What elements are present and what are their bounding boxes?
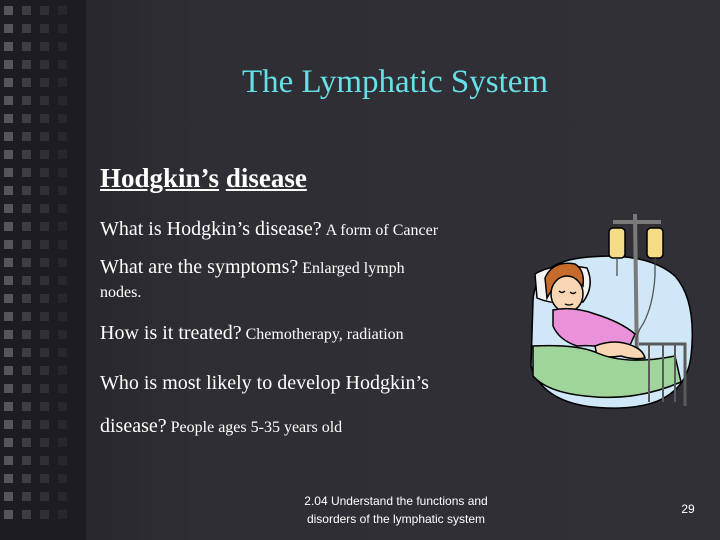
decorative-square — [40, 348, 49, 357]
decorative-square — [58, 276, 67, 285]
decorative-square — [4, 96, 13, 105]
decorative-square — [4, 294, 13, 303]
decorative-square — [4, 60, 13, 69]
decorative-square — [40, 204, 49, 213]
decorative-square — [40, 384, 49, 393]
decorative-square — [4, 6, 13, 15]
decorative-square — [4, 348, 13, 357]
decorative-square — [22, 366, 31, 375]
decorative-square — [40, 456, 49, 465]
decorative-square — [40, 78, 49, 87]
decorative-square — [22, 204, 31, 213]
decorative-square — [58, 222, 67, 231]
decorative-square — [58, 474, 67, 483]
iv-bag-right — [647, 228, 663, 258]
decorative-square — [22, 150, 31, 159]
decorative-square — [22, 474, 31, 483]
decorative-square — [40, 258, 49, 267]
decorative-square — [40, 186, 49, 195]
decorative-square — [22, 312, 31, 321]
decorative-square — [40, 294, 49, 303]
question-text: Who is most likely to develop Hodgkin’s — [100, 372, 429, 394]
decorative-square — [22, 24, 31, 33]
decorative-square — [40, 114, 49, 123]
decorative-square — [40, 510, 49, 519]
decorative-square — [4, 150, 13, 159]
bullet-line-2 — [100, 256, 405, 279]
heading-word-1: Hodgkin’s — [100, 163, 220, 193]
decorative-square — [22, 96, 31, 105]
slide-footer — [284, 492, 508, 528]
decorative-square — [58, 348, 67, 357]
decorative-square — [4, 510, 13, 519]
decorative-square — [22, 258, 31, 267]
heading-word-2: disease — [225, 163, 307, 193]
bullet-line-6 — [100, 415, 342, 438]
decorative-square — [4, 258, 13, 267]
decorative-square — [40, 474, 49, 483]
decorative-square — [58, 24, 67, 33]
iv-bag-left — [609, 228, 625, 258]
decorative-square — [58, 330, 67, 339]
decorative-square — [22, 294, 31, 303]
decorative-square — [40, 132, 49, 141]
decorative-square — [58, 240, 67, 249]
bullet-line-4 — [100, 322, 404, 345]
decorative-square — [4, 276, 13, 285]
decorative-square — [40, 438, 49, 447]
decorative-square — [58, 132, 67, 141]
answer-text: People ages 5-35 years old — [170, 419, 343, 436]
decorative-square — [4, 384, 13, 393]
decorative-square — [22, 492, 31, 501]
bullet-line-3 — [100, 284, 141, 302]
bullet-line-1 — [100, 218, 438, 241]
square-column-2 — [22, 6, 32, 528]
decorative-square — [58, 6, 67, 15]
footer-line-1: 2.04 Understand the functions and — [304, 494, 488, 508]
decorative-square — [4, 312, 13, 321]
square-column-1 — [4, 6, 14, 528]
decorative-square — [58, 510, 67, 519]
decorative-square — [40, 276, 49, 285]
decorative-square — [58, 204, 67, 213]
decorative-square — [58, 96, 67, 105]
decorative-square — [40, 492, 49, 501]
decorative-square — [58, 492, 67, 501]
decorative-square — [58, 420, 67, 429]
decorative-square — [58, 150, 67, 159]
decorative-square — [22, 78, 31, 87]
decorative-square — [22, 6, 31, 15]
decorative-square — [58, 366, 67, 375]
decorative-square — [22, 438, 31, 447]
decorative-square — [22, 132, 31, 141]
decorative-square — [22, 186, 31, 195]
decorative-square — [58, 456, 67, 465]
decorative-square — [58, 168, 67, 177]
decorative-square — [22, 276, 31, 285]
decorative-square — [4, 240, 13, 249]
decorative-square — [4, 492, 13, 501]
decorative-square — [58, 42, 67, 51]
decorative-square — [40, 24, 49, 33]
decorative-square — [22, 168, 31, 177]
decorative-square — [58, 186, 67, 195]
slide-title: The Lymphatic System — [241, 64, 549, 100]
patient-clipart-image — [525, 206, 707, 412]
decorative-square — [22, 510, 31, 519]
decorative-square — [4, 78, 13, 87]
decorative-square — [22, 42, 31, 51]
decorative-square — [4, 474, 13, 483]
answer-text: A form of Cancer — [325, 222, 439, 239]
decorative-square — [40, 168, 49, 177]
decorative-square — [22, 222, 31, 231]
section-heading — [100, 160, 307, 196]
decorative-square — [4, 168, 13, 177]
decorative-square — [4, 222, 13, 231]
decorative-square — [4, 438, 13, 447]
answer-text: Chemotherapy, radiation — [245, 326, 404, 343]
question-text: disease? — [100, 415, 167, 437]
decorative-square — [4, 132, 13, 141]
question-text: What is Hodgkin’s disease? — [100, 218, 322, 240]
decorative-square — [40, 42, 49, 51]
decorative-square — [40, 240, 49, 249]
page-number: 29 — [681, 502, 695, 516]
square-column-4 — [58, 6, 68, 528]
decorative-square — [40, 420, 49, 429]
square-column-3 — [40, 6, 50, 528]
decorative-square — [40, 366, 49, 375]
decorative-square — [4, 456, 13, 465]
decorative-square — [40, 60, 49, 69]
decorative-square — [22, 456, 31, 465]
decorative-square — [22, 420, 31, 429]
question-text: What are the symptoms? — [100, 256, 299, 278]
decorative-square-border — [0, 0, 86, 540]
decorative-square — [4, 402, 13, 411]
decorative-square — [22, 348, 31, 357]
decorative-square — [4, 24, 13, 33]
decorative-square — [4, 114, 13, 123]
decorative-square — [58, 438, 67, 447]
decorative-square — [40, 330, 49, 339]
answer-text: nodes. — [100, 284, 142, 301]
decorative-square — [22, 114, 31, 123]
decorative-square — [40, 6, 49, 15]
footer-line-2: disorders of the lymphatic system — [306, 512, 486, 526]
decorative-square — [40, 150, 49, 159]
decorative-square — [58, 114, 67, 123]
patient-face — [551, 276, 583, 312]
decorative-square — [4, 204, 13, 213]
decorative-square — [4, 330, 13, 339]
decorative-square — [22, 384, 31, 393]
decorative-square — [22, 60, 31, 69]
decorative-square — [58, 294, 67, 303]
decorative-square — [58, 258, 67, 267]
decorative-square — [40, 402, 49, 411]
decorative-square — [22, 240, 31, 249]
decorative-square — [22, 330, 31, 339]
decorative-square — [4, 420, 13, 429]
decorative-square — [58, 402, 67, 411]
decorative-square — [58, 78, 67, 87]
answer-text: Enlarged lymph — [302, 260, 405, 277]
bullet-line-5 — [100, 372, 429, 395]
decorative-square — [22, 402, 31, 411]
decorative-square — [4, 366, 13, 375]
question-text: How is it treated? — [100, 322, 242, 344]
decorative-square — [40, 312, 49, 321]
decorative-square — [4, 186, 13, 195]
decorative-square — [58, 60, 67, 69]
decorative-square — [40, 222, 49, 231]
decorative-square — [58, 384, 67, 393]
decorative-square — [4, 42, 13, 51]
decorative-square — [40, 96, 49, 105]
decorative-square — [58, 312, 67, 321]
